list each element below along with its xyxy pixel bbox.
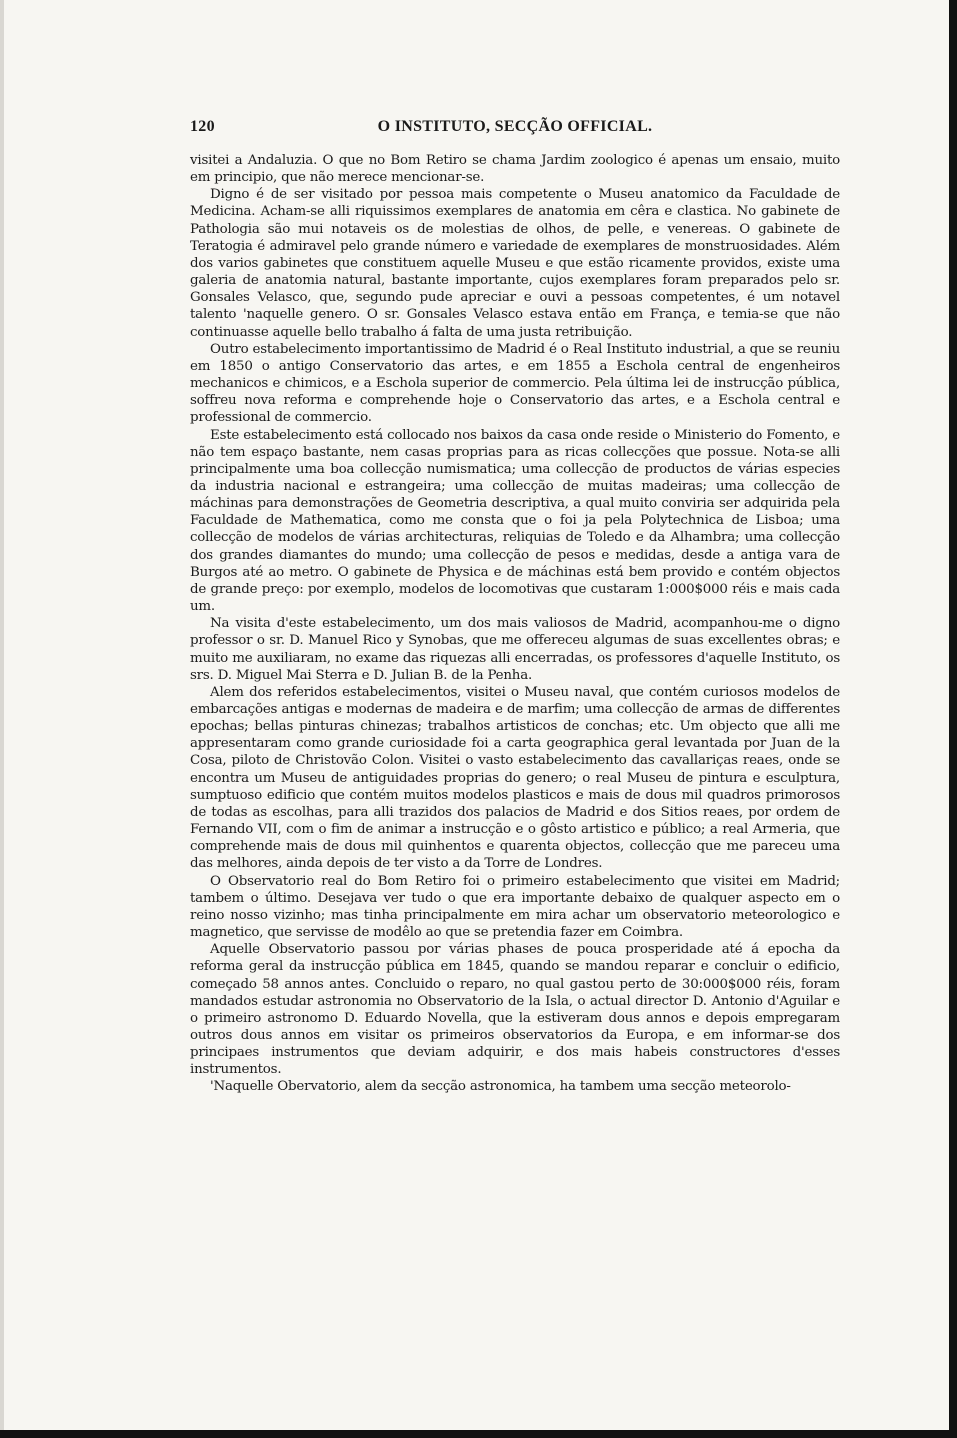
paragraph: Este estabelecimento está collocado nos baixos da casa onde reside o Ministerio do Fomento, e não tem espaço bastante, nem casas proprias para as ricas collecções que possue. Nota-se alli principalmente uma boa collecção numismatica; uma collecção de productos de várias especies da industria nacional e estrangeira; uma collecção de muitas madeiras; uma collecção de máchinas para demonstrações de Geometria descriptiva, a qual muito conviria ser adquirida pela Faculdade de Mathematica, como me consta que o foi ja pela Polytechnica de Lisboa; uma collecção de modelos de várias architecturas, reliquias de Toledo e da Alhambra; uma collecção dos grandes diamantes do mundo; uma collecção de pesos e medidas, desde a antiga vara de Burgos até ao metro. O gabinete de Physica e de máchinas está bem provido e contém objectos de grande preço: por exemplo, modelos de locomotivas que custaram 1:000$000 réis e mais cada um. [190, 427, 840, 615]
paragraph: O Observatorio real do Bom Retiro foi o primeiro estabelecimento que visitei em Madrid; tambem o último. Desejava ver tudo o que era importante debaixo de qualquer aspecto em o reino nosso vizinho; mas tinha principalmente em mira achar um observatorio meteorologico e magnetico, que servisse de modêlo ao que se pretendia fazer em Coimbra. [190, 873, 840, 941]
running-head [190, 114, 840, 142]
journal-title: O INSTITUTO, SECÇÃO OFFICIAL. [377, 118, 653, 135]
paragraph: visitei a Andaluzia. O que no Bom Retiro se chama Jardim zoologico é apenas um ensaio, muito em principio, que não merece mencionar-se. [190, 153, 840, 186]
paragraph: 'Naquelle Obervatorio, alem da secção astronomica, ha tambem uma secção meteorolo- [210, 1079, 791, 1095]
body-text [190, 152, 840, 1096]
paragraph: Aquelle Observatorio passou por várias phases de pouca prosperidade até á epocha da reforma geral da instrucção pública em 1845, quando se mandou reparar e concluir o edificio, começado 58 annos antes. Concluido o reparo, no qual gastou perto de 30:000$000 réis, foram mandados estudar astronomia no Observatorio de la Isla, o actual director D. Antonio d'Aguilar e o primeiro astronomo D. Eduardo Novella, que la estiveram dous annos e depois empregaram outros dous annos em visitar os primeiros observatorios da Europa, e em informar-se dos principaes instrumentos que deviam adquirir, e dos mais habeis constructores d'esses instrumentos. [190, 942, 840, 1078]
paragraph: Digno é de ser visitado por pessoa mais competente o Museu anatomico da Faculdade de Medicina. Acham-se alli riquissimos exemplares de anatomia em cêra e clastica. No gabinete de Pathologia são mui notaveis os de molestias de olhos, de pelle, e venereas. O gabinete de Teratogia é admiravel pelo grande número e variedade de exemplares de monstruosidades. Além dos varios gabinetes que constituem aquelle Museu e que estão ricamente providos, existe uma galeria de anatomia natural, bastante importante, cujos exemplares foram preparados pelo sr. Gonsales Velasco, que, segundo pude apreciar e ouvi a pessoas competentes, é um notavel talento 'naquelle genero. O sr. Gonsales Velasco estava então em França, e temia-se que não continuasse aquelle bello trabalho á falta de uma justa retribuição. [190, 187, 840, 340]
paragraph: Na visita d'este estabelecimento, um dos mais valiosos de Madrid, acompanhou-me o digno professor o sr. D. Manuel Rico y Synobas, que me offereceu algumas de suas excellentes obras; e muito me auxiliaram, no exame das riquezas alli encerradas, os professores d'aquelle Instituto, os srs. D. Miguel Mai Sterra e D. Julian B. de la Penha. [190, 616, 840, 683]
page-number: 120 [190, 118, 215, 135]
paragraph: Outro estabelecimento importantissimo de Madrid é o Real Instituto industrial, a que se reuniu em 1850 o antigo Conservatorio das artes, e em 1855 a Eschola central de engenheiros mechanicos e chimicos, e a Eschola superior de commercio. Pela última lei de instrucção pública, soffreu nova reforma e comprehende hoje o Conservatorio das artes, e a Eschola central e professional de commercio. [190, 341, 840, 426]
page [190, 114, 840, 1096]
paragraph: Alem dos referidos estabelecimentos, visitei o Museu naval, que contém curiosos modelos de embarcações antigas e modernas de madeira e de marfim; uma collecção de armas de differentes epochas; bellas pinturas chinezas; trabalhos artisticos de conchas; etc. Um objecto que alli me appresentaram como grande curiosidade foi a carta geographica geral levantada por Juan de la Cosa, piloto de Christovão Colon. Visitei o vasto estabelecimento das cavallariças reaes, onde se encontra um Museu de antiguidades proprias do genero; o real Museu de pintura e esculptura, sumptuoso edificio que contém muitos modelos plasticos e mais de dous mil quadros primorosos de todas as escolhas, para alli trazidos dos palacios de Madrid e dos Sitios reaes, por ordem de Fernando VII, com o fim de animar a instrucção e o gôsto artistico e público; a real Armeria, que comprehende mais de dous mil quinhentos e quarenta objectos, collecção que me pareceu uma das melhores, ainda depois de ter visto a da Torre de Londres. [190, 684, 840, 872]
